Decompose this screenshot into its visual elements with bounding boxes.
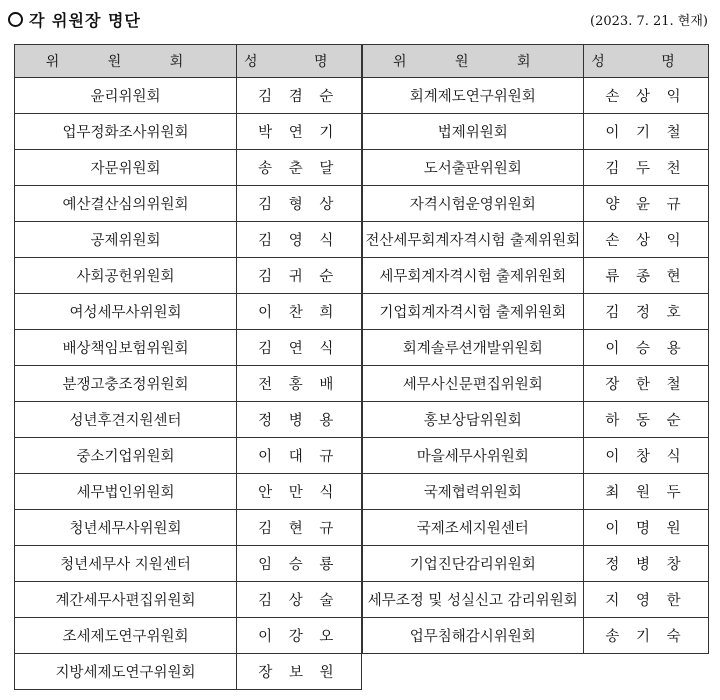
chair-name-cell: 하 동 순 — [584, 402, 709, 438]
committee-name-cell: 사회공헌위원회 — [15, 258, 237, 294]
column-header-committee: 위 원 회 — [15, 45, 237, 78]
chair-name-cell: 이 기 철 — [584, 114, 709, 150]
chair-name-cell: 김 상 술 — [237, 582, 362, 618]
committee-name-cell: 업무침해감시위원회 — [362, 618, 584, 654]
committee-name-cell: 기업진단감리위원회 — [362, 546, 584, 582]
committee-name-cell: 자문위원회 — [15, 150, 237, 186]
chair-name-cell: 정 병 용 — [237, 402, 362, 438]
title-block — [8, 8, 141, 31]
table-row — [15, 186, 709, 222]
committee-name-cell: 법제위원회 — [362, 114, 584, 150]
chair-name-cell — [584, 654, 709, 690]
table-row — [15, 150, 709, 186]
table-row — [15, 402, 709, 438]
chair-name-cell: 김 정 호 — [584, 294, 709, 330]
chair-name-cell: 장 한 철 — [584, 366, 709, 402]
chair-name-cell: 김 형 상 — [237, 186, 362, 222]
chair-name-cell: 전 홍 배 — [237, 366, 362, 402]
committee-name-cell: 계간세무사편집위원회 — [15, 582, 237, 618]
chair-name-cell: 최 원 두 — [584, 474, 709, 510]
chair-name-cell: 김 두 천 — [584, 150, 709, 186]
chair-name-cell: 손 상 익 — [584, 222, 709, 258]
committee-name-cell: 전산세무회계자격시험 출제위원회 — [362, 222, 584, 258]
chair-name-cell: 송 춘 달 — [237, 150, 362, 186]
committee-name-cell: 홍보상담위원회 — [362, 402, 584, 438]
committee-name-cell: 자격시험운영위원회 — [362, 186, 584, 222]
committee-name-cell: 지방세제도연구위원회 — [15, 654, 237, 690]
committee-name-cell: 세무법인위원회 — [15, 474, 237, 510]
table-row — [15, 78, 709, 114]
chair-name-cell: 이 창 식 — [584, 438, 709, 474]
as-of-date: (2023. 7. 21. 현재) — [590, 14, 708, 29]
table-row — [15, 618, 709, 654]
committee-name-cell: 기업회계자격시험 출제위원회 — [362, 294, 584, 330]
table-row — [15, 510, 709, 546]
committee-name-cell: 청년세무사위원회 — [15, 510, 237, 546]
table-row — [15, 582, 709, 618]
committee-name-cell: 성년후견지원센터 — [15, 402, 237, 438]
committee-name-cell: 세무사신문편집위원회 — [362, 366, 584, 402]
table-row — [15, 222, 709, 258]
chair-name-cell: 이 승 용 — [584, 330, 709, 366]
committee-name-cell: 예산결산심의위원회 — [15, 186, 237, 222]
chair-name-cell: 김 현 규 — [237, 510, 362, 546]
table-header-row — [15, 45, 709, 78]
chair-name-cell: 임 승 룡 — [237, 546, 362, 582]
committee-name-cell: 여성세무사위원회 — [15, 294, 237, 330]
chair-name-cell: 손 상 익 — [584, 78, 709, 114]
chair-name-cell: 박 연 기 — [237, 114, 362, 150]
committee-name-cell: 국제협력위원회 — [362, 474, 584, 510]
committee-name-cell: 청년세무사 지원센터 — [15, 546, 237, 582]
committee-name-cell: 국제조세지원센터 — [362, 510, 584, 546]
committee-name-cell: 조세제도연구위원회 — [15, 618, 237, 654]
chair-name-cell: 이 찬 희 — [237, 294, 362, 330]
chair-name-cell: 김 겸 순 — [237, 78, 362, 114]
table-row — [15, 438, 709, 474]
committee-name-cell: 배상책임보험위원회 — [15, 330, 237, 366]
chair-name-cell: 이 강 오 — [237, 618, 362, 654]
committee-name-cell: 공제위원회 — [15, 222, 237, 258]
chair-name-cell: 김 연 식 — [237, 330, 362, 366]
chair-name-cell: 정 병 창 — [584, 546, 709, 582]
committee-name-cell: 세무조정 및 성실신고 감리위원회 — [362, 582, 584, 618]
committee-name-cell: 세무회계자격시험 출제위원회 — [362, 258, 584, 294]
chair-name-cell: 김 영 식 — [237, 222, 362, 258]
table-row — [15, 474, 709, 510]
committee-name-cell: 마을세무사위원회 — [362, 438, 584, 474]
committee-chair-table — [14, 44, 709, 690]
table-row — [15, 654, 709, 690]
committee-name-cell — [362, 654, 584, 690]
committee-name-cell: 중소기업위원회 — [15, 438, 237, 474]
circle-bullet-icon — [8, 12, 23, 27]
table-row — [15, 330, 709, 366]
table-row — [15, 366, 709, 402]
column-header-name: 성 명 — [584, 45, 709, 78]
committee-name-cell: 업무정화조사위원회 — [15, 114, 237, 150]
chair-name-cell: 지 영 한 — [584, 582, 709, 618]
committee-name-cell: 회계솔루션개발위원회 — [362, 330, 584, 366]
chair-name-cell: 이 대 규 — [237, 438, 362, 474]
column-header-committee: 위 원 회 — [362, 45, 584, 78]
chair-name-cell: 김 귀 순 — [237, 258, 362, 294]
chair-name-cell: 장 보 원 — [237, 654, 362, 690]
chair-name-cell: 송 기 숙 — [584, 618, 709, 654]
chair-name-cell: 류 종 현 — [584, 258, 709, 294]
table-row — [15, 546, 709, 582]
committee-name-cell: 분쟁고충조정위원회 — [15, 366, 237, 402]
committee-name-cell: 윤리위원회 — [15, 78, 237, 114]
table-row — [15, 114, 709, 150]
page-title: 각 위원장 명단 — [29, 11, 141, 30]
column-header-name: 성 명 — [237, 45, 362, 78]
chair-name-cell: 양 윤 규 — [584, 186, 709, 222]
committee-name-cell: 회계제도연구위원회 — [362, 78, 584, 114]
table-row — [15, 258, 709, 294]
committee-name-cell: 도서출판위원회 — [362, 150, 584, 186]
chair-name-cell: 안 만 식 — [237, 474, 362, 510]
page-header — [0, 0, 720, 38]
chair-name-cell: 이 명 원 — [584, 510, 709, 546]
table-row — [15, 294, 709, 330]
table-body — [15, 78, 709, 690]
